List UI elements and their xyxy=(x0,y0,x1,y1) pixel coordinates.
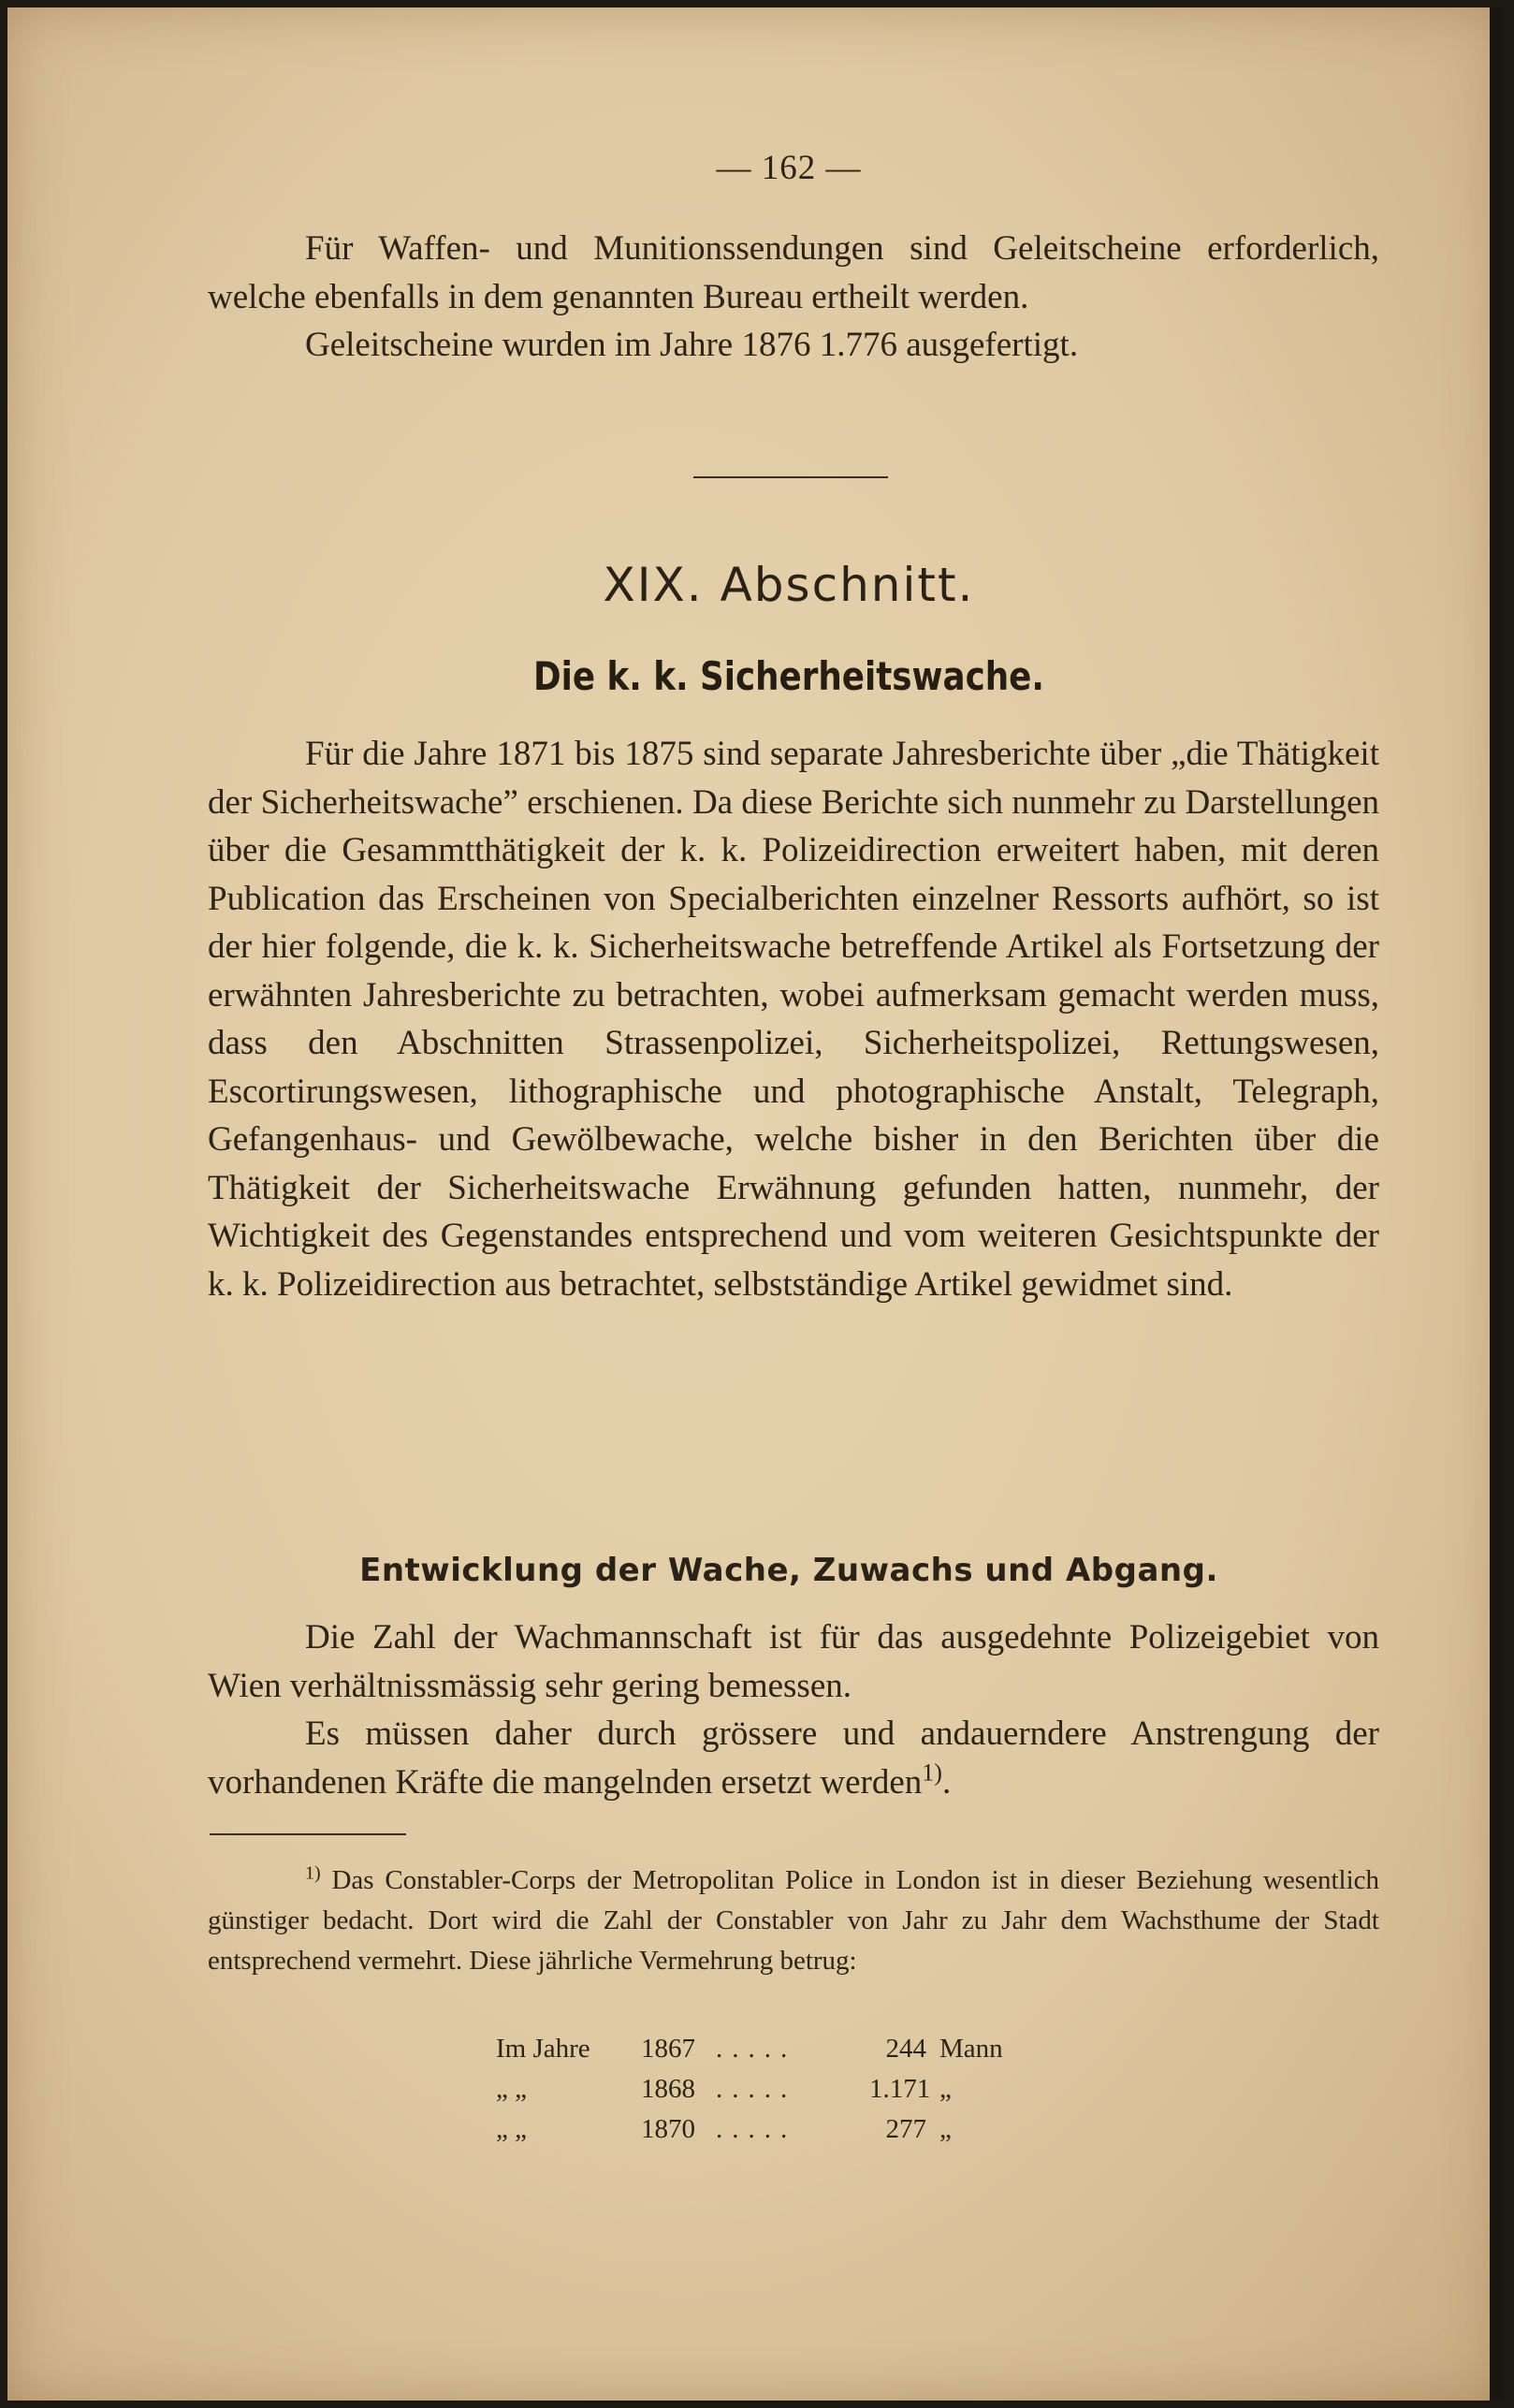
row-year: 1868 xyxy=(641,2074,695,2104)
paragraph-end: . xyxy=(941,1762,952,1802)
footnote-table-row xyxy=(496,2069,1033,2109)
row-label: „ „ xyxy=(496,2074,527,2104)
paragraph: Für die Jahre 1871 bis 1875 sind separate Jahresberichte über „die Thätigkeit der Sicherheitswache” erschienen. Da diese Berichte sich nunmehr zu Darstellungen über die Gesammtthätigkeit der k. k. Polizeidirection erweitert haben, mit deren Publication das Erscheinen von Specialberichten einzelner Ressorts aufhört, so ist der hier folgende, die k. k. Sicherheitswache betreffende Artikel als Fortsetzung der erwähnten Jahresberichte zu betrachten, wobei aufmerksam gemacht werden muss, dass den Abschnitten Strassenpolizei, Sicherheitspolizei, Rettungswesen, Escortirungswesen, lithographische und photographische Anstalt, Telegraph, Gefangenhaus- und Gewölbewache, welche bisher in den Berichten über die Thätigkeit der Sicherheitswache Erwähnung gefunden hatten, nunmehr, der Wichtigkeit des Gegenstandes entsprechend und vom weiteren Gesichtspunkte der k. k. Polizeidirection aus betrachtet, selbstständige Artikel gewidmet sind. xyxy=(208,735,1379,1304)
footnote xyxy=(208,1861,1379,1981)
row-label: Im Jahre xyxy=(496,2034,590,2064)
page-edge-shadow xyxy=(1490,7,1503,2401)
footnote-divider xyxy=(210,1833,406,1835)
section-heading: Entwicklung der Wache, Zuwachs und Abgang. xyxy=(359,1552,1218,1589)
row-value: 244 xyxy=(885,2034,926,2064)
chapter-heading: XIX. Abschnitt. xyxy=(603,558,975,612)
row-year: 1870 xyxy=(641,2114,695,2144)
row-label: „ „ xyxy=(496,2114,527,2144)
footnote-paragraph xyxy=(208,1861,1379,1981)
footnote-table-row xyxy=(496,2109,1033,2150)
section-text xyxy=(208,1613,1379,1806)
intro-text xyxy=(208,225,1379,370)
footnote-table xyxy=(496,2029,1033,2150)
row-dots: ..... xyxy=(716,2074,797,2104)
row-unit: „ xyxy=(939,2114,952,2144)
row-unit: Mann xyxy=(939,2034,1003,2064)
paragraph: Geleitscheine wurden im Jahre 1876 1.776 ausgefertigt. xyxy=(305,326,1079,364)
paragraph: Für Waffen- und Munitionssendungen sind Geleitscheine erforderlich, welche ebenfalls in dem genannten Bureau ertheilt werden. xyxy=(208,229,1379,316)
footnote-reference: 1) xyxy=(922,1759,942,1787)
footnote-marker: 1) xyxy=(305,1862,321,1884)
row-unit: „ xyxy=(939,2074,952,2104)
paragraph-text: Es müssen daher durch grössere und andauerndere Anstrengung der vorhandenen Kräfte die mangelnden ersetzt werden xyxy=(208,1715,1379,1802)
row-dots: ..... xyxy=(716,2114,797,2144)
row-value: 277 xyxy=(885,2114,926,2144)
paragraph: Die Zahl der Wachmannschaft ist für das ausgedehnte Polizeigebiet von Wien verhältnissmässig sehr gering bemessen. xyxy=(208,1618,1379,1705)
row-value: 1.171 xyxy=(869,2074,931,2104)
book-page xyxy=(7,7,1503,2401)
row-year: 1867 xyxy=(641,2034,695,2064)
section-divider xyxy=(693,476,888,478)
main-text xyxy=(208,730,1379,1308)
paragraph xyxy=(208,1710,1379,1806)
chapter-title: Die k. k. Sicherheitswache. xyxy=(533,653,1044,699)
footnote-table-row xyxy=(496,2029,1033,2069)
row-dots: ..... xyxy=(716,2034,797,2064)
page-number: — 162 — xyxy=(716,149,862,187)
footnote-text: Das Constabler-Corps der Metropolitan Police in London ist in dieser Beziehung wesentlich günstiger bedacht. Dort wird die Zahl der Constabler von Jahr zu Jahr dem Wachsthume der Stadt entsprechend vermehrt. Diese jährliche Vermehrung betrug: xyxy=(208,1865,1379,1976)
